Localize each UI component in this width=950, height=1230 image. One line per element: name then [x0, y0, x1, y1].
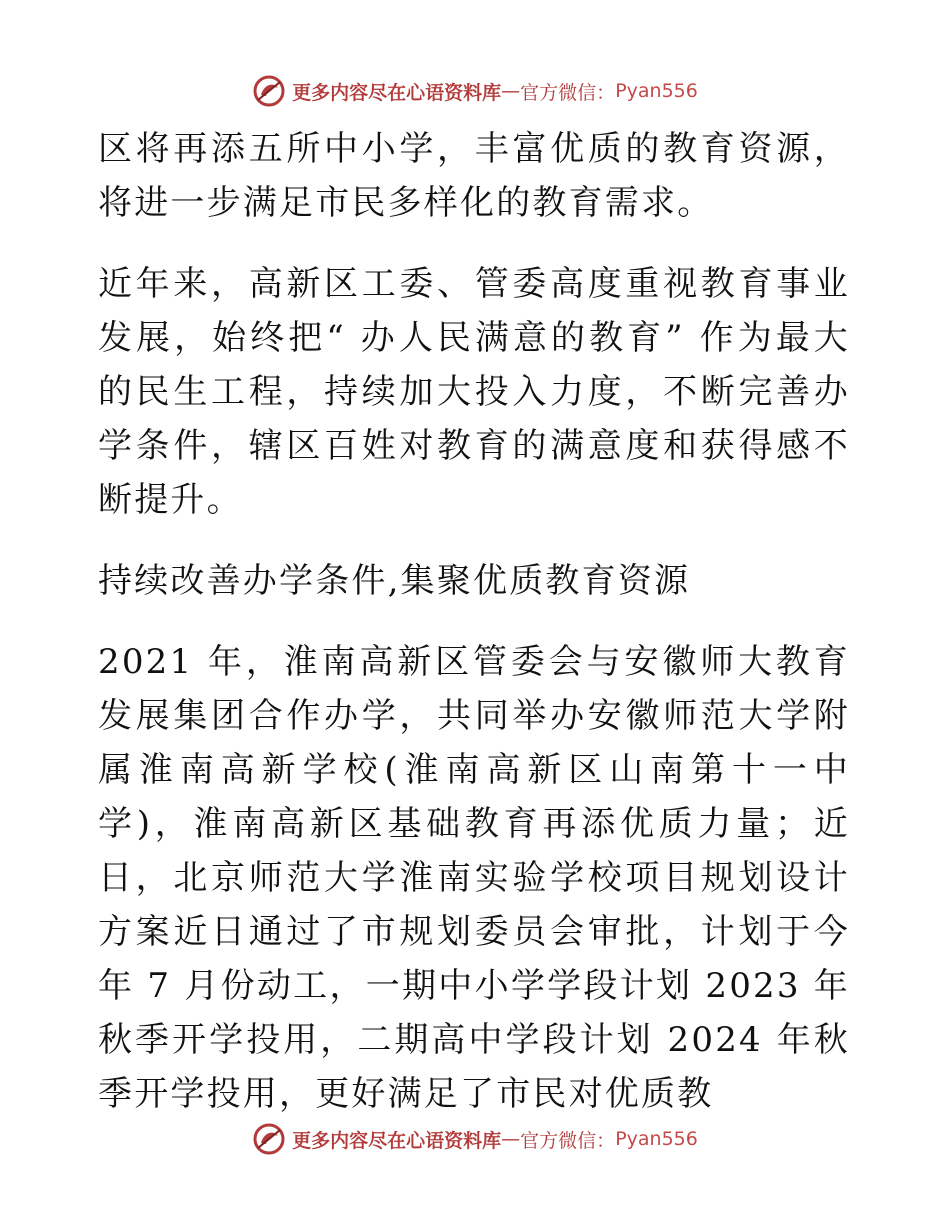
swirl-logo-icon	[252, 74, 286, 108]
banner-main-text: 更多内容尽在心语资料库	[292, 1129, 502, 1152]
paragraph-2: 近年来，高新区工委、管委高度重视教育事业发展，始终把“ 办人民满意的教育” 作为最大的民生工程，持续加大投入力度，不断完善办学条件，辖区百姓对教育的满意度和获得感不断提升。	[98, 264, 850, 520]
banner-official-label: 官方微信：	[520, 1129, 616, 1152]
paragraph-3: 2021 年，淮南高新区管委会与安徽师大教育发展集团合作办学，共同举办安徽师范大学附属淮南高新学校(淮南高新区山南第十一中学)，淮南高新区基础教育再添优质力量；近日，北京师范大学淮南实验学校项目规划设计方案近日通过了市规划委员会审批，计划于今年 7 月份动工，一期中小学学段计划 2023 年秋季开学投用，二期高中学段计划 2024 年秋季开学投用，更好满足了市民对优质教	[98, 642, 850, 1114]
section-heading: 持续改善办学条件,集聚优质教育资源	[98, 561, 691, 601]
banner-wechat-id: Pyan556	[615, 1128, 698, 1150]
document-body	[98, 122, 850, 1121]
banner-main-text: 更多内容尽在心语资料库	[292, 81, 502, 104]
banner-separator: —	[501, 80, 521, 102]
paragraph-1: 区将再添五所中小学，丰富优质的教育资源，将进一步满足市民多样化的教育需求。	[98, 129, 850, 223]
swirl-logo-icon	[252, 1122, 286, 1156]
header-banner	[0, 74, 950, 108]
banner-official-label: 官方微信：	[520, 81, 616, 104]
banner-wechat-id: Pyan556	[615, 80, 698, 102]
footer-banner	[0, 1122, 950, 1156]
banner-separator: —	[501, 1128, 521, 1150]
